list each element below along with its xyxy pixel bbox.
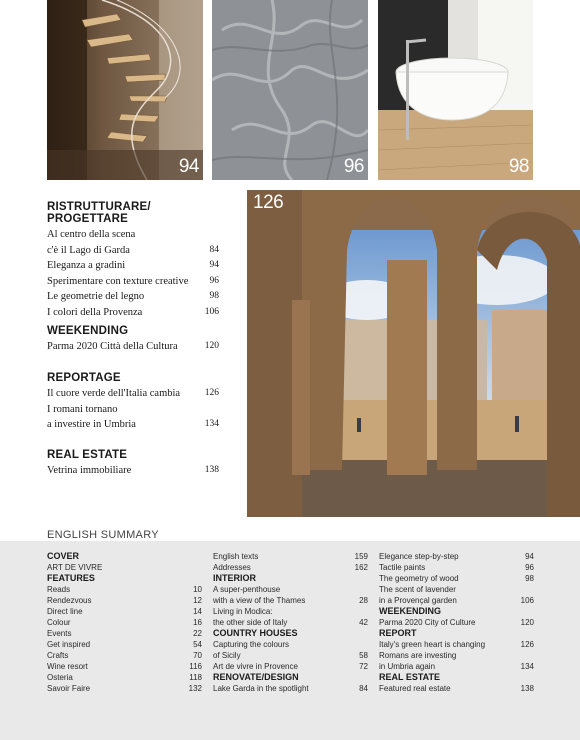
summary-entry-page: 116 (189, 662, 202, 671)
summary-entry-title: Crafts (47, 651, 69, 660)
summary-entry-page: 84 (359, 684, 368, 693)
section-heading: REAL ESTATE (47, 449, 128, 461)
summary-entry[interactable] (47, 683, 202, 694)
summary-entry-page: 58 (359, 651, 368, 660)
summary-entry[interactable] (213, 606, 368, 617)
summary-entry[interactable] (213, 584, 368, 595)
summary-entry-page: 12 (193, 596, 202, 605)
summary-entry[interactable] (213, 639, 368, 650)
summary-entry[interactable] (47, 672, 202, 683)
summary-entry-title: with a view of the Thames (213, 596, 306, 605)
summary-entry-title: Events (47, 629, 72, 638)
photo-umbria-arcade (247, 190, 580, 517)
summary-entry-title: Romans are investing (379, 651, 457, 660)
summary-entry[interactable] (213, 617, 368, 628)
summary-entry-title: in Umbria again (379, 662, 436, 671)
summary-heading: REAL ESTATE (379, 672, 441, 682)
summary-entry[interactable] (379, 683, 534, 694)
summary-entry[interactable] (47, 562, 202, 573)
summary-entry-page: 28 (359, 596, 368, 605)
summary-heading: INTERIOR (213, 573, 257, 583)
summary-entry-page: 96 (525, 563, 534, 572)
toc-entry[interactable]: Sperimentare con texture creative 96 (47, 275, 219, 287)
summary-entry-page: 106 (520, 596, 534, 605)
summary-entry[interactable] (213, 683, 368, 694)
summary-entry-title: ART DE VIVRE (47, 563, 103, 572)
summary-entry-title: Rendezvous (47, 596, 92, 605)
toc-entry[interactable]: Il cuore verde dell'Italia cambia 126 (47, 388, 219, 399)
summary-heading: COUNTRY HOUSES (213, 628, 298, 638)
summary-entry-title: the other side of Italy (213, 618, 288, 627)
page-number-badge: 96 (343, 156, 364, 177)
toc-entry[interactable]: Al centro della scena (47, 229, 136, 240)
summary-entry-page: 98 (525, 574, 534, 583)
summary-entry-title: Savoir Faire (47, 684, 91, 693)
summary-entry[interactable] (213, 562, 368, 573)
summary-heading: COVER (47, 551, 80, 561)
summary-entry[interactable] (47, 584, 202, 595)
summary-entry-page: 42 (359, 618, 368, 627)
toc-entry[interactable]: I romani tornano (47, 403, 118, 415)
toc-section-weekending (47, 325, 219, 355)
summary-entry-page: 10 (193, 585, 202, 594)
summary-entry-page: 94 (525, 552, 534, 561)
summary-entry[interactable] (47, 661, 202, 672)
summary-entry-title: Tactile paints (379, 563, 426, 572)
summary-entry[interactable] (379, 639, 534, 650)
summary-entry-page: 159 (354, 552, 368, 561)
summary-entry-title: Art de vivre in Provence (213, 662, 298, 671)
page-number-badge: 98 (508, 156, 529, 177)
summary-entry-page: 132 (188, 684, 202, 693)
summary-entry-title: Wine resort (47, 662, 88, 671)
summary-heading: REPORT (379, 628, 417, 638)
section-heading: REPORTAGE (47, 372, 121, 384)
summary-column (379, 551, 534, 694)
summary-entry[interactable] (379, 650, 534, 661)
summary-entry-title: in a Provençal garden (379, 596, 457, 605)
summary-entry-page: 134 (520, 662, 534, 671)
summary-entry-title: Lake Garda in the spotlight (213, 684, 309, 693)
summary-entry[interactable] (379, 573, 534, 584)
toc-entry[interactable]: c'è il Lago di Garda 84 (47, 244, 219, 256)
summary-entry[interactable] (47, 606, 202, 617)
english-summary-label: ENGLISH SUMMARY (47, 529, 159, 541)
summary-entry-title: Parma 2020 City of Culture (379, 618, 476, 627)
summary-entry-page: 16 (193, 618, 202, 627)
summary-entry[interactable] (379, 562, 534, 573)
toc-entry[interactable]: Le geometrie del legno 98 (47, 291, 219, 302)
summary-entry-title: of Sicily (213, 651, 241, 660)
summary-entry-title: English texts (213, 552, 259, 561)
toc-entry[interactable]: a investire in Umbria 134 (47, 419, 219, 430)
summary-column (47, 551, 202, 694)
summary-heading: WEEKENDING (379, 606, 442, 616)
toc-entry[interactable]: Eleganza a gradini 94 (47, 260, 219, 271)
english-summary-panel (0, 541, 580, 740)
summary-entry[interactable] (47, 650, 202, 661)
section-heading: RISTRUTTURARE/ PROGETTARE (47, 201, 151, 225)
summary-heading: FEATURES (47, 573, 95, 583)
summary-entry[interactable] (379, 584, 534, 595)
toc-entry[interactable]: I colori della Provenza 106 (47, 306, 219, 318)
summary-column (213, 551, 368, 694)
summary-entry-title: Osteria (47, 673, 73, 682)
summary-entry-title: Reads (47, 585, 71, 594)
summary-entry-page: 54 (193, 640, 202, 649)
toc-section-reportage (47, 372, 219, 433)
summary-entry[interactable] (213, 650, 368, 661)
summary-entry-title: Capturing the colours (213, 640, 290, 649)
summary-entry-title: Addresses (213, 563, 251, 572)
summary-entry-title: Direct line (47, 607, 83, 616)
summary-heading: RENOVATE/DESIGN (213, 672, 299, 682)
summary-entry-page: 22 (193, 629, 202, 638)
summary-entry-title: Colour (47, 618, 71, 627)
summary-entry[interactable] (379, 661, 534, 672)
page-number-badge: 94 (178, 156, 199, 177)
summary-entry[interactable] (47, 617, 202, 628)
toc-section-renovate (47, 201, 219, 320)
summary-entry-page: 14 (193, 607, 202, 616)
toc-entry[interactable]: Parma 2020 Città della Cultura 120 (47, 341, 219, 352)
summary-entry[interactable] (213, 661, 368, 672)
summary-entry-title: Elegance step-by-step (379, 552, 459, 561)
summary-entry-title: Get inspired (47, 640, 91, 649)
summary-entry[interactable] (213, 551, 368, 562)
toc-section-real-estate (47, 449, 219, 479)
summary-entry[interactable] (379, 595, 534, 606)
summary-entry-title: Living in Modica: (213, 607, 273, 616)
photo-bathtub (378, 0, 533, 180)
summary-entry[interactable] (47, 639, 202, 650)
summary-entry[interactable] (47, 628, 202, 639)
photo-textured-wall (212, 0, 368, 180)
summary-entry-page: 138 (520, 684, 534, 693)
summary-entry[interactable] (379, 551, 534, 562)
summary-entry-page: 162 (354, 563, 368, 572)
summary-entry-page: 70 (193, 651, 202, 660)
summary-entry-page: 120 (520, 618, 534, 627)
summary-entry-title: The geometry of wood (379, 574, 459, 583)
summary-entry-title: Italy's green heart is changing (379, 640, 486, 649)
summary-entry[interactable] (213, 595, 368, 606)
summary-entry-title: A super-penthouse (213, 585, 281, 594)
summary-entry-page: 118 (189, 673, 202, 682)
summary-entry[interactable] (379, 617, 534, 628)
photo-spiral-staircase (47, 0, 203, 180)
summary-entry[interactable] (47, 595, 202, 606)
toc-entry[interactable]: Vetrina immobiliare 138 (47, 465, 219, 476)
section-heading: WEEKENDING (47, 325, 129, 337)
summary-entry-title: Featured real estate (379, 684, 451, 693)
page-number-badge: 126 (253, 192, 284, 213)
summary-entry-page: 72 (359, 662, 368, 671)
summary-entry-page: 126 (520, 640, 534, 649)
summary-entry-title: The scent of lavender (379, 585, 456, 594)
